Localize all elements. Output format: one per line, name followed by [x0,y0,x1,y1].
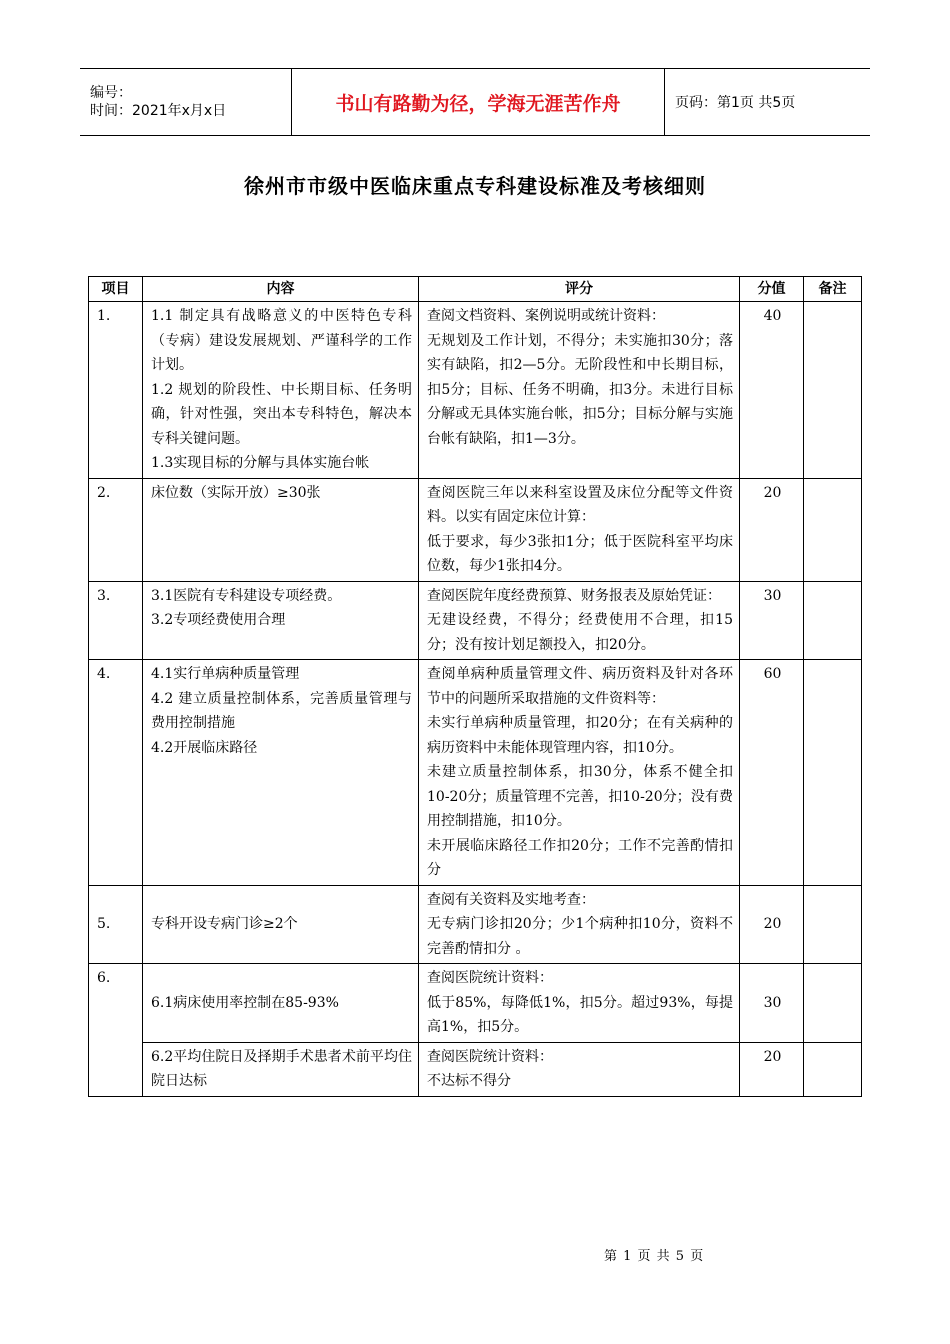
content-line: 1.2 规划的阶段性、中长期目标、任务明确，针对性强，突出本专科特色，解决本专科关键问题。 [151,381,412,447]
table-row [89,478,862,581]
scoring-line: 无规划及工作计划，不得分；未实施扣30分；落实有缺陷，扣2—5分。无阶段性和中长期目标，扣5分；目标、任务不明确，扣3分。未进行目标分解或无具体实施台帐，扣5分；目标分解与实施台帐有缺陷，扣1—3分。 [427,332,733,447]
content-line: 6.2平均住院日及择期手术患者术前平均住院日达标 [151,1048,412,1089]
header-motto: 书山有路勤为径，学海无涯苦作舟 [292,69,665,136]
page-footer: 第 1 页 共 5 页 [604,1249,705,1264]
row-content [143,478,419,581]
table-row [89,1042,862,1096]
content-line: 4.2 建立质量控制体系，完善质量管理与费用控制措施 [151,690,412,731]
row-score: 30 [740,581,804,660]
scoring-line: 未建立质量控制体系，扣30分，体系不健全扣10-20分；质量管理不完善，扣10-20分；没有费用控制措施，扣10分。 [427,764,733,829]
scoring-line: 未实行单病种质量管理，扣20分；在有关病种的病历资料中未能体现管理内容，扣10分。 [427,715,733,756]
scoring-line: 查阅单病种质量管理文件、病历资料及针对各环节中的问题所采取措施的文件资料等： [427,666,733,707]
row-note [804,964,862,1043]
scoring-line: 查阅医院三年以来科室设置及床位分配等文件资料。以实有固定床位计算： [427,484,733,525]
scoring-line: 查阅文档资料、案例说明或统计资料： [427,308,665,324]
content-line: 1.3实现目标的分解与具体实施台帐 [151,455,370,471]
scoring-line: 低于要求，每少3张扣1分；低于医院科室平均床位数，每少1张扣4分。 [427,533,733,574]
scoring-line: 查阅有关资料及实地考查： [427,891,595,908]
scoring-line: 查阅医院统计资料： [427,1048,553,1065]
scoring-line: 无建设经费，不得分；经费使用不合理，扣15分；没有按计划足额投入，扣20分。 [427,612,733,653]
row-number: 2. [89,478,143,581]
row-scoring [419,660,740,886]
header-scoring: 评分 [419,277,740,302]
table-row [89,885,862,964]
row-scoring [419,581,740,660]
row-scoring [419,1042,740,1096]
row-note [804,581,862,660]
row-scoring [419,478,740,581]
row-note [804,660,862,886]
row-note [804,885,862,964]
content-line: 专科开设专病门诊≥2个 [151,916,298,932]
number-label: 编号： [90,85,132,101]
content-line: 1.1 制定具有战略意义的中医特色专科（专病）建设发展规划、严谨科学的工作计划。 [151,308,412,373]
header-page-label: 页码：第1页 共5页 [665,69,871,136]
row-score: 20 [740,478,804,581]
scoring-line: 不达标不得分 [427,1073,511,1089]
row-content [143,581,419,660]
content-line: 床位数（实际开放）≥30张 [151,484,321,501]
scoring-line: 查阅医院年度经费预算、财务报表及原始凭证： [427,587,721,604]
content-line: 4.1实行单病种质量管理 [151,666,300,682]
row-score: 20 [740,885,804,964]
content-line: 4.2开展临床路径 [151,739,258,756]
page-header [80,68,870,136]
row-score: 20 [740,1042,804,1096]
table-row [89,964,862,1043]
row-score: 60 [740,660,804,886]
row-content [143,302,419,479]
row-number: 6. [89,964,143,1097]
row-score: 40 [740,302,804,479]
scoring-line: 未开展临床路径工作扣20分；工作不完善酌情扣分 [427,837,733,878]
row-score: 30 [740,964,804,1043]
document-title: 徐州市市级中医临床重点专科建设标准及考核细则 [244,174,706,198]
table-header-row [89,277,862,302]
row-number: 1. [89,302,143,479]
row-content [143,885,419,964]
header-item: 项目 [89,277,143,302]
date-label: 时间：2021年x月x日 [90,103,227,119]
row-note [804,1042,862,1096]
row-content [143,1042,419,1096]
header-note: 备注 [804,277,862,302]
header-content: 内容 [143,277,419,302]
scoring-line: 无专病门诊扣20分；少1个病种扣10分，资料不完善酌情扣分 。 [427,916,733,957]
row-note [804,478,862,581]
content-line: 6.1病床使用率控制在85-93% [151,994,339,1011]
row-scoring [419,302,740,479]
table-row [89,660,862,886]
row-content [143,660,419,886]
content-line: 3.1医院有专科建设专项经费。 [151,587,342,604]
row-number: 5. [89,885,143,964]
row-content [143,964,419,1043]
row-number: 4. [89,660,143,886]
table-row [89,302,862,479]
row-number: 3. [89,581,143,660]
header-meta [80,69,292,136]
scoring-line: 低于85%，每降低1%，扣5分。超过93%，每提高1%，扣5分。 [427,994,733,1035]
row-scoring [419,885,740,964]
row-note [804,302,862,479]
table-row [89,581,862,660]
row-scoring [419,964,740,1043]
scoring-line: 查阅医院统计资料： [427,970,553,986]
header-score: 分值 [740,277,804,302]
content-line: 3.2专项经费使用合理 [151,612,286,628]
assessment-table [88,276,862,1097]
